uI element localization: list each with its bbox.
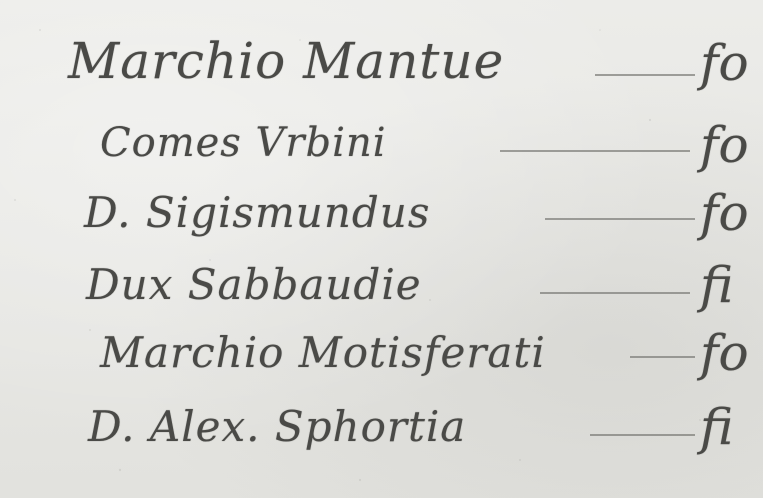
entry-folio: fo xyxy=(700,34,749,92)
leader-line xyxy=(595,74,695,76)
leader-line xyxy=(630,356,695,358)
leader-line xyxy=(545,218,695,220)
entry-row xyxy=(0,254,763,324)
leader-line xyxy=(590,434,695,436)
entry-folio: fo xyxy=(700,116,749,174)
entry-name: Marchio Mantue xyxy=(68,32,505,90)
entry-row xyxy=(0,322,763,392)
leader-line xyxy=(540,292,690,294)
entry-row xyxy=(0,182,763,252)
entry-folio: fi xyxy=(700,256,734,314)
entry-folio: fo xyxy=(700,324,749,382)
entry-name: Marchio Motisferati xyxy=(100,328,546,377)
leader-line xyxy=(500,150,690,152)
entry-name: Dux Sabbaudie xyxy=(86,260,422,309)
entry-name: Comes Vrbini xyxy=(100,120,387,166)
entry-name: D. Alex. Sphortia xyxy=(88,402,467,451)
entry-row xyxy=(0,112,763,182)
entry-folio: fi xyxy=(700,398,734,456)
entry-folio: fo xyxy=(700,184,749,242)
entry-row xyxy=(0,396,763,466)
entry-row xyxy=(0,30,763,100)
entry-name: D. Sigismundus xyxy=(84,188,431,237)
